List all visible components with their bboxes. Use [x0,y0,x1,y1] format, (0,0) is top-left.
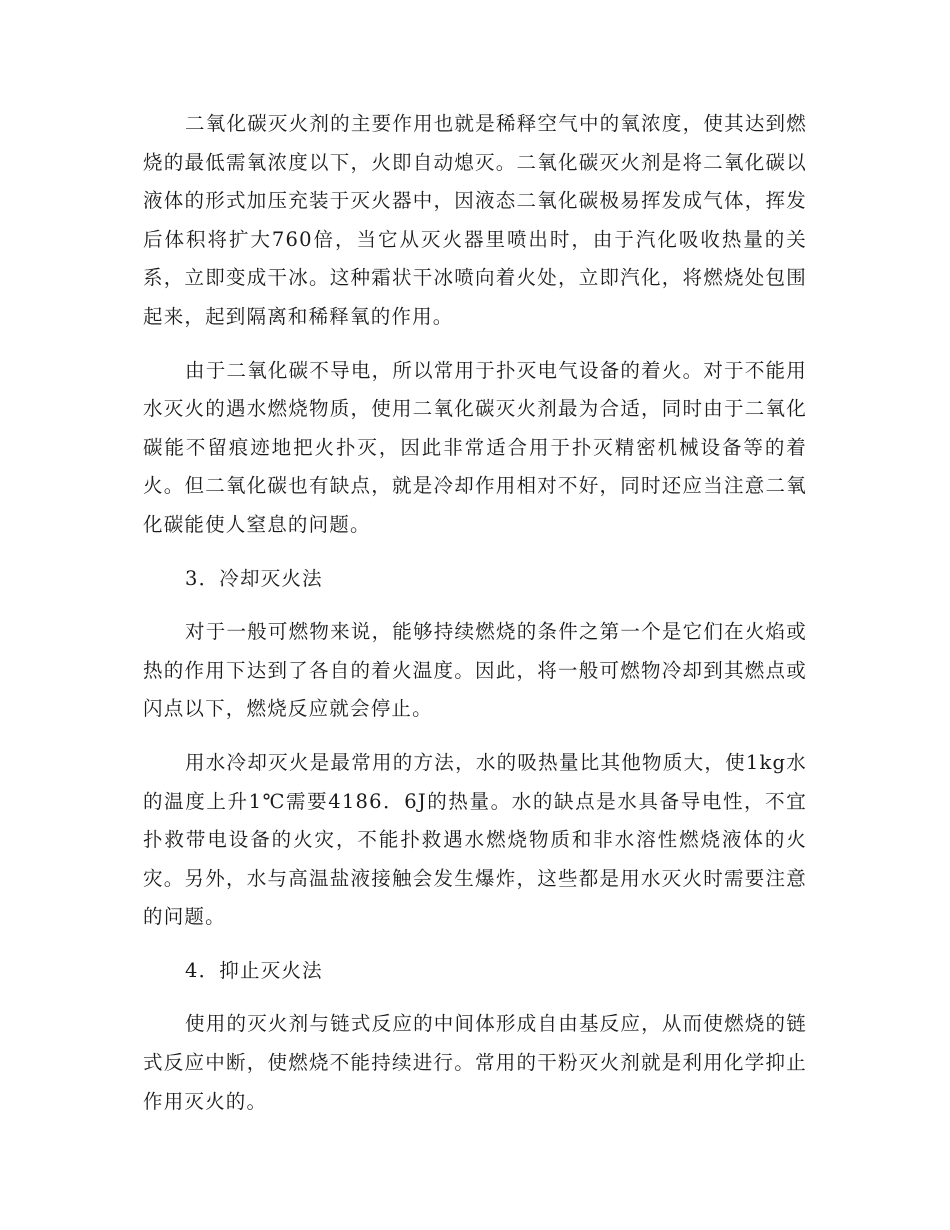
document-body [143,105,807,1136]
paragraph-co2-usage: 由于二氧化碳不导电，所以常用于扑灭电气设备的着火。对于不能用水灭火的遇水燃烧物质，使用二氧化碳灭火剂最为合适，同时由于二氧化碳能不留痕迹地把火扑灭，因此非常适合用于扑灭精密机械设备等的着火。但二氧化碳也有缺点，就是冷却作用相对不好，同时还应当注意二氧化碳能使人窒息的问题。 [143,358,807,536]
section-heading-inhibition: 4．抑止灭火法 [185,958,323,982]
paragraph-inhibition: 使用的灭火剂与链式反应的中间体形成自由基反应，从而使燃烧的链式反应中断，使燃烧不能持续进行。常用的干粉灭火剂就是利用化学抑止作用灭火的。 [143,1012,807,1113]
paragraph-water-cooling: 用水冷却灭火是最常用的方法，水的吸热量比其他物质大，使1kg水的温度上升1℃需要4186．6J的热量。水的缺点是水具备导电性，不宜扑救带电设备的火灾，不能扑救遇水燃烧物质和非水溶性燃烧液体的火灾。另外，水与高温盐液接触会发生爆炸，这些都是用水灭火时需要注意的问题。 [143,750,807,929]
paragraph-co2-mechanism: 二氧化碳灭火剂的主要作用也就是稀释空气中的氧浓度，使其达到燃烧的最低需氧浓度以下，火即自动熄灭。二氧化碳灭火剂是将二氧化碳以液体的形式加压充装于灭火器中，因液态二氧化碳极易挥发成气体，挥发后体积将扩大760倍，当它从灭火器里喷出时，由于汽化吸收热量的关系，立即变成干冰。这种霜状干冰喷向着火处，立即汽化，将燃烧处包围起来，起到隔离和稀释氧的作用。 [143,112,807,328]
paragraph-cooling-principle: 对于一般可燃物来说，能够持续燃烧的条件之第一个是它们在火焰或热的作用下达到了各自的着火温度。因此，将一般可燃物冷却到其燃点或闪点以下，燃烧反应就会停止。 [143,620,807,721]
section-heading-cooling: 3．冷却灭火法 [185,566,323,590]
